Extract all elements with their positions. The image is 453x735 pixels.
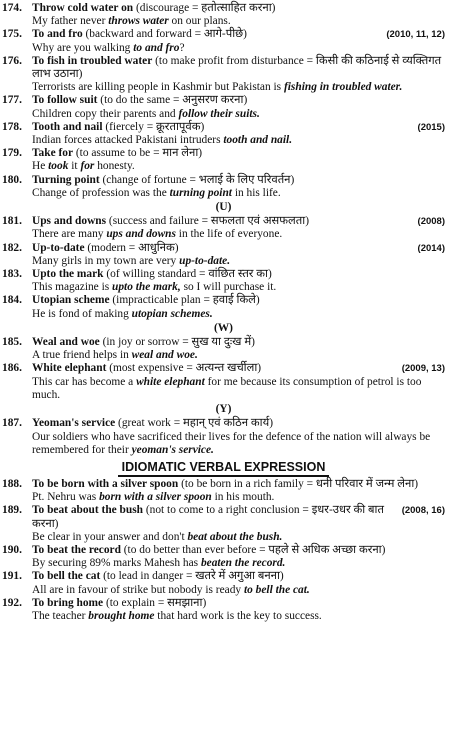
entry-body <box>32 294 445 320</box>
idiom-phrase: To beat the record <box>32 543 121 556</box>
entry-definition <box>32 28 380 41</box>
entry-definition <box>32 147 445 160</box>
entry-number: 185. <box>2 336 22 349</box>
entry-headline <box>32 544 445 557</box>
example-highlight: upto the mark, <box>112 281 181 294</box>
example-highlight: white elephant <box>136 375 205 388</box>
entry-definition <box>32 121 412 134</box>
example-highlight: to and fro <box>133 41 180 54</box>
entry-body <box>32 174 445 200</box>
entry-definition <box>32 504 396 530</box>
example-sentence <box>32 187 445 200</box>
exam-years: (2008, 16) <box>401 505 445 517</box>
example-text: Terrorists are killing people in Kashmir but Pakistan is <box>32 81 284 94</box>
idiom-entry <box>2 570 445 596</box>
example-highlight: up-to-date. <box>179 254 231 267</box>
entry-headline <box>32 55 445 81</box>
idiom-entry <box>2 2 445 28</box>
idiom-meaning: (to be born in a rich family = धनी परिवार में जन्म लेना) <box>178 477 419 490</box>
entry-headline <box>32 504 445 530</box>
entry-number: 188. <box>2 477 22 490</box>
entry-body <box>32 504 445 544</box>
example-text: By securing 89% marks Mahesh has <box>32 557 201 570</box>
example-sentence <box>32 255 445 268</box>
entry-number: 175. <box>2 28 22 41</box>
entry-definition <box>32 242 412 255</box>
entry-headline <box>32 417 445 430</box>
example-text: A true friend helps in <box>32 349 132 362</box>
entry-number: 182. <box>2 241 22 254</box>
example-highlight: to bell the cat. <box>243 583 310 596</box>
entry-body <box>32 362 445 402</box>
example-text: Why are you walking <box>32 41 134 54</box>
example-sentence <box>32 349 445 362</box>
example-sentence <box>32 281 445 294</box>
example-text: in his mouth. <box>211 491 275 504</box>
example-text: The teacher <box>32 609 89 622</box>
example-sentence <box>32 134 445 147</box>
entry-definition <box>32 94 445 107</box>
entry-body <box>32 94 445 120</box>
example-sentence <box>32 160 445 173</box>
example-text: Change of profession was the <box>32 186 170 199</box>
entry-body <box>32 147 445 173</box>
example-sentence <box>32 308 445 321</box>
entry-definition <box>32 362 396 375</box>
idiom-entry <box>2 268 445 294</box>
idiom-phrase: To follow suit <box>32 94 98 107</box>
entry-number: 184. <box>2 294 22 307</box>
exam-years: (2010, 11, 12) <box>386 29 445 41</box>
section-letter: (Y) <box>215 403 232 416</box>
example-text: Many girls in my town are very <box>32 254 180 267</box>
example-text: it <box>68 160 81 173</box>
entry-headline <box>32 362 445 375</box>
entry-definition <box>32 544 445 557</box>
example-highlight: utopian schemes. <box>131 307 213 320</box>
idiom-phrase: To bell the cat <box>32 570 101 583</box>
idiom-entry <box>2 362 445 402</box>
example-text: Be clear in your answer and don't <box>32 530 188 543</box>
idiom-meaning: (not to come to a right conclusion = इधर-उधर की बात करना) <box>32 504 385 530</box>
idiom-entry <box>2 28 445 54</box>
example-highlight: yeoman's service. <box>131 443 214 456</box>
idiom-meaning: (discourage = हतोत्साहित करना) <box>133 2 276 14</box>
idiom-meaning: (backward and forward = आगे-पीछे) <box>82 28 247 41</box>
entry-number: 181. <box>2 215 22 228</box>
idiom-entry <box>2 174 445 200</box>
example-sentence <box>32 376 445 402</box>
example-sentence <box>32 610 445 623</box>
section-letter: (U) <box>215 201 232 214</box>
entry-body <box>32 2 445 28</box>
entry-definition <box>32 2 445 15</box>
idiom-entry <box>2 55 445 95</box>
idiom-entry <box>2 336 445 362</box>
example-sentence <box>32 15 445 28</box>
idiom-meaning: (fiercely = क्रूरतापूर्वक) <box>102 120 205 133</box>
example-sentence <box>32 584 445 597</box>
example-highlight: ups and downs <box>106 228 176 241</box>
idiom-phrase: Throw cold water on <box>32 2 134 14</box>
exam-years: (2014) <box>417 242 445 254</box>
entry-headline <box>32 28 445 41</box>
entry-number: 176. <box>2 54 22 67</box>
example-sentence <box>32 491 445 504</box>
idiom-meaning: (success and failure = सफलता एवं असफलता) <box>106 215 309 228</box>
example-highlight: brought home <box>88 609 155 622</box>
idiom-phrase: Tooth and nail <box>32 120 103 133</box>
entry-body <box>32 28 445 54</box>
example-highlight: beaten the record. <box>200 557 286 570</box>
exam-years: (2009, 13) <box>401 363 445 375</box>
idiom-meaning: (to make profit from disturbance = किसी की कठिनाई से व्यक्तिगत लाभ उठाना) <box>32 54 442 81</box>
idiom-meaning: (modern = आधुनिक) <box>84 241 179 254</box>
entry-number: 187. <box>2 417 22 430</box>
example-highlight: throws water <box>108 15 169 28</box>
example-text: ? <box>179 41 185 54</box>
idiom-meaning: (to do the same = अनुसरण करना) <box>97 94 248 107</box>
idiom-entry <box>2 121 445 147</box>
entry-number: 174. <box>2 2 22 14</box>
exam-years: (2008) <box>417 216 445 228</box>
entry-number: 189. <box>2 504 22 517</box>
example-sentence <box>32 81 445 94</box>
example-highlight: follow their suits. <box>178 107 260 120</box>
idiom-phrase: Upto the mark <box>32 268 104 281</box>
entry-headline <box>32 121 445 134</box>
example-text: Indian forces attacked Pakistani intruders <box>32 134 224 147</box>
idiom-meaning: (most expensive = अत्यन्त खर्चीला) <box>106 362 262 375</box>
entry-number: 191. <box>2 570 22 583</box>
entry-number: 180. <box>2 173 22 186</box>
example-highlight: born with a silver spoon <box>99 491 212 504</box>
idiom-entry <box>2 147 445 173</box>
idiom-meaning: (great work = महान् एवं कठिन कार्य) <box>115 417 274 430</box>
entry-number: 178. <box>2 120 22 133</box>
example-text: honesty. <box>94 160 135 173</box>
section-letter: (W) <box>214 321 233 334</box>
idiom-phrase: To beat about the bush <box>32 504 143 517</box>
example-sentence <box>32 431 445 457</box>
idiom-entry <box>2 544 445 570</box>
entry-headline <box>32 174 445 187</box>
example-text: All are in favour of strike but nobody is ready <box>32 583 244 596</box>
example-highlight: for <box>80 160 95 173</box>
entry-number: 177. <box>2 94 22 107</box>
example-text: in the life of everyone. <box>175 228 283 241</box>
entry-headline <box>32 336 445 349</box>
example-highlight: beat about the bush. <box>187 530 283 543</box>
example-text: for me because its consumption of petrol is too much. <box>32 375 422 401</box>
idiom-phrase: Turning point <box>32 173 100 186</box>
entry-headline <box>32 94 445 107</box>
idiom-phrase: Ups and downs <box>32 215 107 228</box>
section-heading-row <box>2 460 445 477</box>
entry-number: 183. <box>2 268 22 281</box>
idiom-meaning: (of willing standard = वांछित स्तर का) <box>103 268 272 281</box>
example-text: so I will purchase it. <box>180 281 277 294</box>
section-heading: IDIOMATIC VERBAL EXPRESSION <box>118 460 330 477</box>
entry-definition <box>32 570 445 583</box>
idiom-meaning: (to explain = समझाना) <box>103 596 207 609</box>
entry-body <box>32 570 445 596</box>
example-sentence <box>32 42 445 55</box>
entry-definition <box>32 294 445 307</box>
idiom-phrase: Take for <box>32 147 74 160</box>
entry-body <box>32 242 445 268</box>
idiom-phrase: Yeoman's service <box>32 417 116 430</box>
entry-headline <box>32 570 445 583</box>
example-sentence <box>32 531 445 544</box>
idiom-meaning: (to lead in danger = खतरे में अगुआ बनना) <box>100 570 284 583</box>
example-text: There are many <box>32 228 107 241</box>
entry-number: 186. <box>2 362 22 375</box>
entry-headline <box>32 2 445 15</box>
idiom-phrase: To fish in troubled water <box>32 54 153 67</box>
idiom-phrase: Up-to-date <box>32 241 85 254</box>
idiom-entry <box>2 94 445 120</box>
entry-number: 179. <box>2 147 22 160</box>
entry-headline <box>32 268 445 281</box>
entry-definition <box>32 268 445 281</box>
example-text: He is fond of making <box>32 307 132 320</box>
entry-definition <box>32 417 445 430</box>
entry-definition <box>32 597 445 610</box>
idiom-phrase: To bring home <box>32 596 104 609</box>
example-text: Pt. Nehru was <box>32 491 100 504</box>
idiom-entry <box>2 417 445 457</box>
idiom-meaning: (to assume to be = मान लेना) <box>73 147 203 160</box>
example-text: He <box>32 160 49 173</box>
example-text: My father never <box>32 15 109 28</box>
idiom-phrase: Weal and woe <box>32 336 100 349</box>
example-sentence <box>32 108 445 121</box>
example-text: This car has become a <box>32 375 137 388</box>
entry-definition <box>32 215 412 228</box>
entry-definition <box>32 55 445 81</box>
entry-number: 192. <box>2 596 22 609</box>
idiom-meaning: (to do better than ever before = पहले से अधिक अच्छा करना) <box>120 543 386 556</box>
entry-headline <box>32 215 445 228</box>
idiom-phrase: To be born with a silver spoon <box>32 477 179 490</box>
idiom-entry <box>2 504 445 544</box>
example-text: Children copy their parents and <box>32 107 179 120</box>
entry-definition <box>32 478 445 491</box>
example-text: This magazine is <box>32 281 113 294</box>
entry-body <box>32 544 445 570</box>
entry-body <box>32 478 445 504</box>
entry-definition <box>32 336 445 349</box>
idiom-phrase: White elephant <box>32 362 107 375</box>
idiom-meaning: (impracticable plan = हवाई किले) <box>109 294 260 307</box>
idiom-entry <box>2 597 445 623</box>
entry-body <box>32 417 445 457</box>
entry-headline <box>32 147 445 160</box>
example-highlight: fishing in troubled water. <box>283 81 403 94</box>
example-highlight: weal and woe. <box>131 349 198 362</box>
idiom-entry <box>2 242 445 268</box>
entry-body <box>32 55 445 95</box>
idiom-entry <box>2 294 445 320</box>
example-text: in his life. <box>231 186 281 199</box>
idiom-meaning: (change of fortune = भलाई के लिए परिवर्तन) <box>99 173 295 186</box>
entry-headline <box>32 478 445 491</box>
entry-body <box>32 268 445 294</box>
example-highlight: took <box>48 160 69 173</box>
entry-body <box>32 336 445 362</box>
entry-headline <box>32 294 445 307</box>
idiom-entry <box>2 215 445 241</box>
entry-body <box>32 597 445 623</box>
entry-headline <box>32 597 445 610</box>
idiom-entry <box>2 478 445 504</box>
example-text: Our soldiers who have sacrificed their lives for the defence of the nation will always be remembered for their <box>32 430 431 456</box>
example-text: that hard work is the key to success. <box>154 609 322 622</box>
example-highlight: tooth and nail. <box>223 134 293 147</box>
idiom-meaning: (in joy or sorrow = सुख या दुःख में) <box>99 336 255 349</box>
idiom-phrase: Utopian scheme <box>32 294 110 307</box>
example-highlight: turning point <box>169 186 232 199</box>
idiom-phrase: To and fro <box>32 28 83 41</box>
entry-definition <box>32 174 445 187</box>
example-sentence <box>32 228 445 241</box>
example-sentence <box>32 557 445 570</box>
exam-years: (2015) <box>417 121 445 133</box>
entry-headline <box>32 242 445 255</box>
entry-body <box>32 215 445 241</box>
entry-number: 190. <box>2 543 22 556</box>
entry-body <box>32 121 445 147</box>
example-text: on our plans. <box>168 15 231 28</box>
